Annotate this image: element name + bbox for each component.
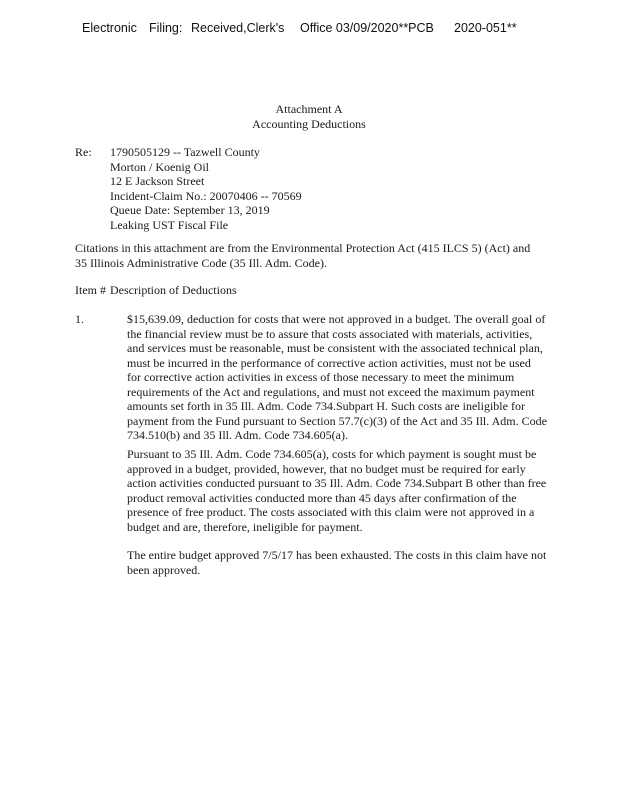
re-line-queue-date: Queue Date: September 13, 2019 xyxy=(110,203,270,218)
re-line-file: Leaking UST Fiscal File xyxy=(110,217,229,232)
re-line-incident: Incident-Claim No.: 20070406 -- 70569 xyxy=(110,188,302,203)
re-line-owner: Morton / Koenig Oil xyxy=(110,159,209,174)
item-number: 1. xyxy=(75,312,84,326)
stamp-office-date: Office 03/09/2020**PCB xyxy=(300,21,434,35)
citations-paragraph: Citations in this attachment are from the Environmental Protection Act (415 ILCS 5) (Act) and 35 Illinois Administrative Code (35 Ill. Adm. Code). xyxy=(75,241,531,270)
attachment-subtitle: Accounting Deductions xyxy=(252,117,366,131)
re-line-site: 1790505129 -- Tazwell County xyxy=(110,145,260,159)
items-header-description: Description of Deductions xyxy=(110,283,237,297)
item-1-paragraph-2: Pursuant to 35 Ill. Adm. Code 734.605(a), costs for which payment is sought must be approved in a budget, provided, however, that no budget must be required for early action activities conducted pursuant to 35 Ill. Adm. Code 734.Subpart B other than free product removal activities conducted more than 45 days after confirmation of the presence of free product. The costs associated with this claim were not approved in a budget and are, therefore, ineligible for payment. xyxy=(127,447,547,534)
stamp-filing: Filing: xyxy=(149,21,183,35)
stamp-docket: 2020-051** xyxy=(454,21,517,35)
stamp-received: Received,Clerk's xyxy=(191,21,285,35)
stamp-electronic: Electronic xyxy=(82,21,137,35)
attachment-title: Attachment A xyxy=(275,102,343,116)
items-header-number: Item # xyxy=(75,283,106,297)
item-1-paragraph-3: The entire budget approved 7/5/17 has been exhausted. The costs in this claim have not been approved. xyxy=(127,548,547,577)
re-label: Re: xyxy=(75,145,92,159)
re-address-block xyxy=(110,145,302,233)
item-1-paragraph-1: $15,639.09, deduction for costs that were not approved in a budget. The overall goal of the financial review must be to assure that costs associated with materials, activities, and services must be reasonable, must be consistent with the associated technical plan, must be incurred in the performance of corrective action activities, must not be used for corrective action activities in excess of those necessary to meet the minimum requirements of the Act and regulations, and must not exceed the maximum payment amounts set forth in 35 Ill. Adm. Code 734.Subpart H. Such costs are ineligible for payment from the Fund pursuant to Section 57.7(c)(3) of the Act and 35 Ill. Adm. Code 734.510(b) and 35 Ill. Adm. Code 734.605(a). xyxy=(127,312,547,442)
re-line-street: 12 E Jackson Street xyxy=(110,174,205,189)
